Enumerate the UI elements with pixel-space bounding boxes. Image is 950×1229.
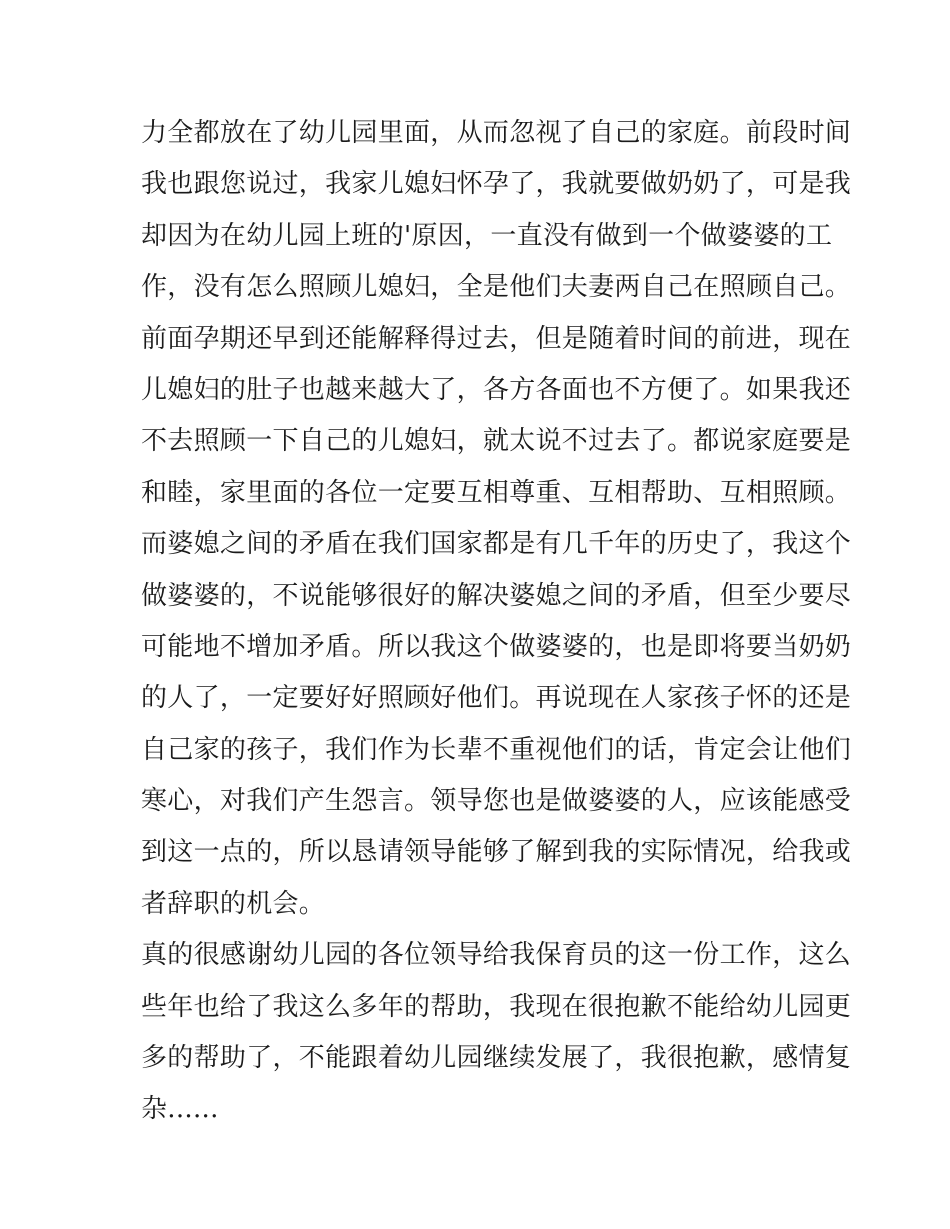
text-line: 真的很感谢幼儿园的各位领导给我保育员的这一份工作，这么: [141, 940, 852, 971]
text-line: 杂......: [141, 1094, 219, 1125]
body-text: [141, 108, 852, 1136]
text-line: 力全都放在了幼儿园里面，从而忽视了自己的家庭。前段时间: [141, 118, 852, 148]
text-line: 者辞职的机会。: [141, 888, 326, 919]
paragraph-1: [141, 108, 852, 930]
text-line: 做婆婆的，不说能够很好的解决婆媳之间的矛盾，但至少要尽: [141, 580, 852, 611]
text-line: 寒心，对我们产生怨言。领导您也是做婆婆的人，应该能感受: [141, 786, 852, 817]
text-line: 作，没有怎么照顾儿媳妇，全是他们夫妻两自己在照顾自己。: [141, 272, 852, 303]
text-line: 儿媳妇的肚子也越来越大了，各方各面也不方便了。如果我还: [141, 374, 852, 405]
text-line: 前面孕期还早到还能解释得过去，但是随着时间的前进，现在: [141, 323, 852, 354]
text-line: 多的帮助了，不能跟着幼儿园继续发展了，我很抱歉，感情复: [141, 1043, 852, 1074]
text-line: 和睦，家里面的各位一定要互相尊重、互相帮助、互相照顾。: [141, 477, 852, 508]
text-line: 而婆媳之间的矛盾在我们国家都是有几千年的历史了，我这个: [141, 529, 852, 560]
text-line: 到这一点的，所以恳请领导能够了解到我的实际情况，给我或: [141, 837, 852, 868]
text-line: 的人了，一定要好好照顾好他们。再说现在人家孩子怀的还是: [141, 683, 852, 714]
paragraph-2: [141, 930, 852, 1136]
text-line: 我也跟您说过，我家儿媳妇怀孕了，我就要做奶奶了，可是我: [141, 169, 852, 200]
text-line: 却因为在幼儿园上班的'原因，一直没有做到一个做婆婆的工: [141, 220, 833, 251]
text-line: 可能地不增加矛盾。所以我这个做婆婆的，也是即将要当奶奶: [141, 631, 852, 662]
text-line: 些年也给了我这么多年的帮助，我现在很抱歉不能给幼儿园更: [141, 991, 852, 1022]
text-line: 自己家的孩子，我们作为长辈不重视他们的话，肯定会让他们: [141, 734, 852, 765]
text-line: 不去照顾一下自己的儿媳妇，就太说不过去了。都说家庭要是: [141, 426, 852, 457]
